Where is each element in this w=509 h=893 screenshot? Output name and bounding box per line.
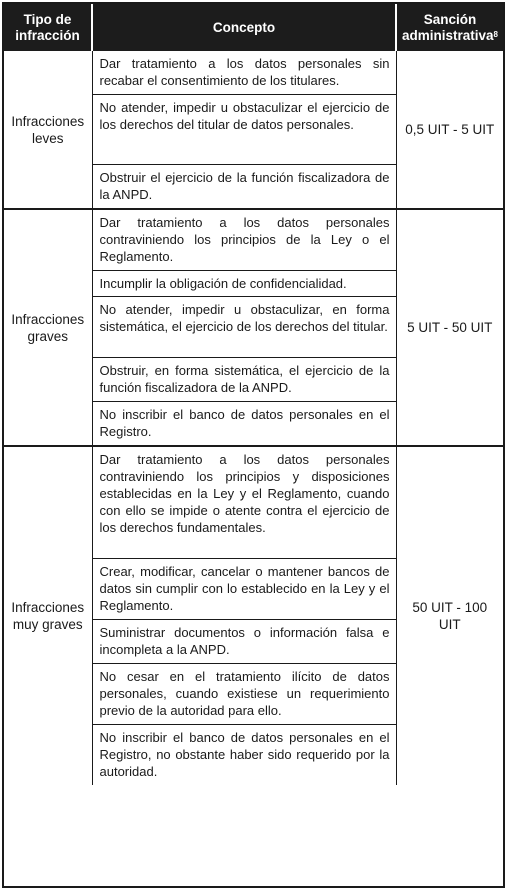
header-sancion-line2: administrativa [402,27,494,43]
header-tipo [4,4,92,51]
concepto-cell: Dar tratamiento a los datos personales contraviniendo los principios y disposiciones establecidas en la Ley y el Reglamento, cuando con ello se impide o atente contra el ejercicio de los derechos fundamentales. [92,446,396,559]
header-tipo-line1: Tipo de [23,11,72,27]
concepto-cell: Incumplir la obligación de confidencialidad. [92,271,396,297]
concepto-cell: No inscribir el banco de datos personales en el Registro, no obstante haber sido requerido por la autoridad. [99,730,390,779]
sancion-muy-graves-line1: 50 UIT - 100 [412,600,488,615]
concepto-cell: No cesar en el tratamiento ilícito de datos personales, cuando existiese un requerimiento previo de la autoridad para ello. [92,664,396,725]
tipo-leves-line2: leves [31,130,64,146]
concepto-cell: Obstruir el ejercicio de la función fiscalizadora de la ANPD. [92,165,396,210]
concepto-cell: No inscribir el banco de datos personales en el Registro. [92,402,396,447]
table-row [4,446,503,559]
concepto-cell: No atender, impedir u obstaculizar el ejercicio de los derechos del titular de datos personales. [92,95,396,165]
concepto-cell: No atender, impedir u obstaculizar, en forma sistemática, el ejercicio de los derechos del titular. [92,297,396,358]
table-row [4,51,503,95]
header-tipo-line2: infracción [15,27,80,43]
tipo-graves [4,209,92,446]
header-concepto: Concepto [92,4,396,51]
tipo-graves-line2: graves [27,328,69,344]
table-row [4,209,503,271]
concepto-cell: Dar tratamiento a los datos personales contraviniendo los principios de la Ley o el Reglamento. [92,209,396,271]
tipo-muy-graves-line1: Infracciones [11,600,85,615]
tipo-leves-line1: Infracciones [11,113,85,129]
concepto-cell: Dar tratamiento a los datos personales sin recabar el consentimiento de los titulares. [92,51,396,95]
tipo-muy-graves [4,446,92,785]
footnote-marker: 8 [493,29,498,39]
tipo-muy-graves-line2: muy graves [12,617,83,632]
concepto-cell: Suministrar documentos o información falsa e incompleta a la ANPD. [92,620,396,664]
tipo-graves-line1: Infracciones [11,311,85,327]
sancion-leves: 0,5 UIT - 5 UIT [396,51,503,209]
sancion-muy-graves [396,446,503,785]
infracciones-table-frame [2,2,505,888]
sancion-graves: 5 UIT - 50 UIT [396,209,503,446]
infracciones-table [4,4,503,785]
tipo-leves [4,51,92,209]
sancion-muy-graves-line2: UIT [438,617,461,632]
concepto-cell: Crear, modificar, cancelar o mantener bancos de datos sin cumplir con lo establecido en la Ley y el Reglamento. [92,559,396,620]
table-header-row [4,4,503,51]
header-sancion [396,4,503,51]
concepto-cell: Obstruir, en forma sistemática, el ejercicio de la función fiscalizadora de la ANPD. [92,358,396,402]
header-sancion-line1: Sanción [423,11,477,27]
